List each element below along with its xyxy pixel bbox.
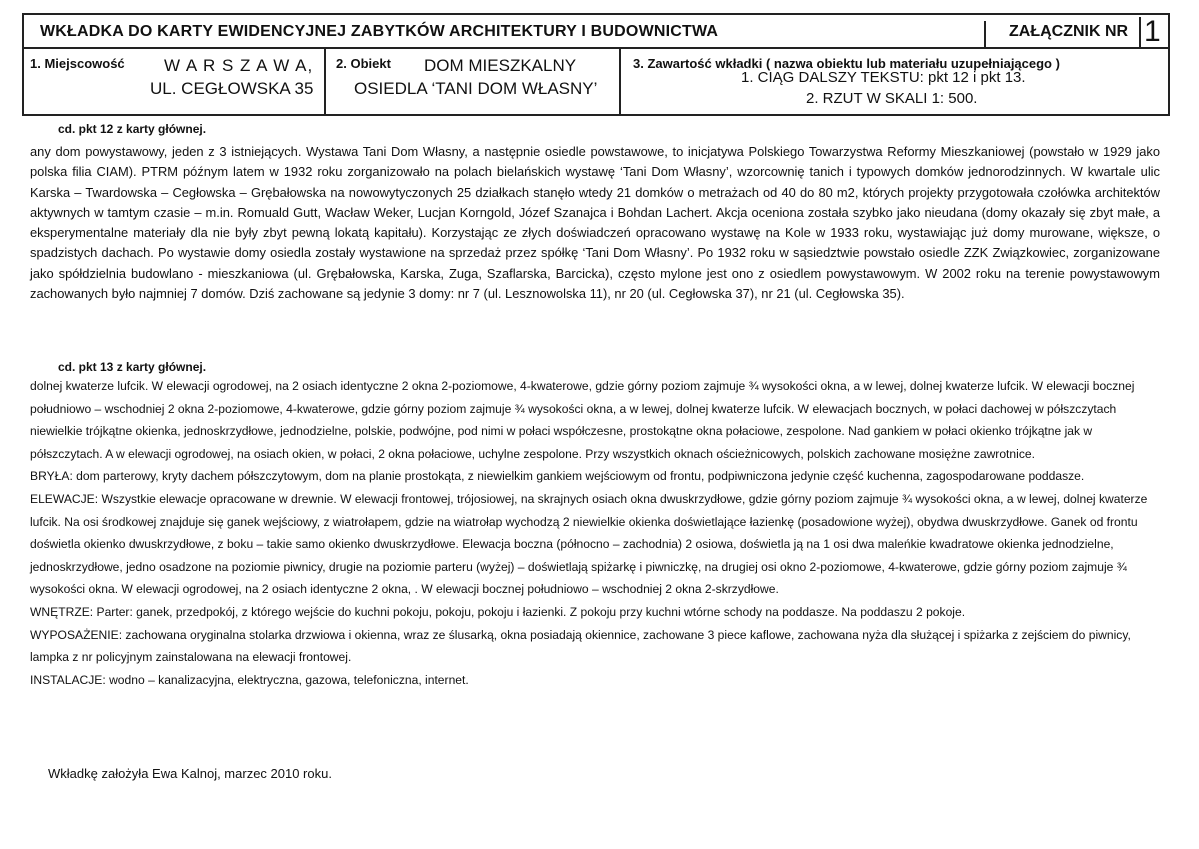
locality-label: 1. Miejscowość [30, 56, 125, 71]
paragraph: dolnej kwaterze lufcik. W elewacji ogrodowej, na 2 osiach identyczne 2 okna 2-poziomowe, 4-kwaterowe, gdzie górny poziom zajmuje ¾ wysokości okna, a w lewej, dolnej kwaterze lufcik. W elewacji bocznej południowo – wschodniej 2 okna 2-poziomowe, 4-kwaterowe, gdzie górny poziom zajmuje ¾ wysokości okna, a w lewej, dolnej kwaterze lufcik. W elewacjach bocznych, w połaci dachowej w półszczytach niewielkie trójkątne okienka, jednoskrzydłowe, jednodzielne, polskie, podwójne, pod nimi w połaci współczesne, prostokątne okna połaciowe, zespolone. Nad gankiem w połaci okienko trójkątne jak w półszczytach. A w elewacji ogrodowej, na osiach okien, w połaci, 2 okna połaciowe, uchylne zespolone. Przy wszystkich oknach ościeżnicowych, polskich zachowane mosiężne zawrotnice. [30, 379, 1135, 461]
header-divider [984, 21, 986, 47]
object-subvalue: OSIEDLA ‘TANI DOM WŁASNY’ [354, 79, 598, 98]
section12-text: any dom powystawowy, jeden z 3 istniejących. Wystawa Tani Dom Własny, a następnie osiedle powstawowe, to inicjatywa Polskiego Towarzystwa Reformy Mieszkaniowej (powstało w 1929 jako polska filia CIAM). PTRM późnym latem w 1932 roku zorganizowało na polach bielańskich wystawę ‘Tani Dom Własny’, wzorcownię tanich i typowych domków jednorodzinnych. W kwartale ulic Karska – Twardowska – Cegłowska – Grębałowska na nowowytyczonych 25 działkach stanęło wtedy 21 domków o metrażach od 40 do 80 m2, których projekty przygotowała czołówka architektów aktywnych w tamtym czasie – m.in. Romuald Gutt, Wacław Weker, Lucjan Korngold, Józef Szanajca i Bohdan Lachert. Akcja oceniona została szybko jako nieudana (domy okazały się zbyt małe, a eksperymentalne materiały dla nie były zbyt pewną lokatą kapitału). Korzystając ze złych doświadczeń opracowano wystawę na Kole w 1933 roku, wystawiając już domy murowane, większe, o spadzistych dachach. Po wystawie domy osiedla zostały wystawione na sprzedaż przez spółkę ‘Tani Dom Własny’. Po 1932 roku w sąsiedztwie powstało osiedle ZZK Związkowiec, zorganizowane jako spółdzielnia budowlano - mieszkaniowa (ul. Grębałowska, Karska, Zuga, Szaflarska, Barcicka), często mylone jest ono z osiedlem powystawowym. W 2002 roku na terenie powystawowym zachowanych było najmniej 7 domów. Dziś zachowane są jedynie 3 domy: nr 7 (ul. Lesznowolska 11), nr 20 (ul. Cegłowska 37), nr 21 (ul. Cegłowska 35). [30, 144, 1160, 302]
document-title: WKŁADKA DO KARTY EWIDENCYJNEJ ZABYTKÓW ARCHITEKTURY I BUDOWNICTWA [40, 23, 719, 40]
object-cell [326, 49, 621, 114]
section13-heading: cd. pkt 13 z karty głównej. [58, 360, 207, 374]
attachment-number: 1 [1144, 15, 1161, 48]
contents-label: 3. Zawartość wkładki ( nazwa obiektu lub materiału uzupełniającego ) [633, 56, 1060, 71]
paragraph: WYPOSAŻENIE: zachowana oryginalna stolarka drzwiowa i okienna, wraz ze ślusarką, okna posiadają okiennice, zachowane 3 piece kaflowe, zachowana nyża dla służącej i spiżarka z zejściem do piwnicy, lampka z nr policyjnym zainstalowana na elewacji frontowej. [30, 627, 1131, 665]
locality-cell [24, 49, 326, 114]
attachment-label: ZAŁĄCZNIK NR [1009, 23, 1129, 40]
info-table [22, 49, 1170, 116]
paragraph: INSTALACJE: wodno – kanalizacyjna, elektryczna, gazowa, telefoniczna, internet. [30, 672, 469, 687]
section12-heading: cd. pkt 12 z karty głównej. [58, 122, 207, 136]
header-divider [1139, 17, 1141, 47]
object-label: 2. Obiekt [336, 56, 391, 71]
header-bar [22, 13, 1170, 49]
paragraph: WNĘTRZE: Parter: ganek, przedpokój, z którego wejście do kuchni pokoju, pokoju, pokoju i łazienki. Z pokoju przy kuchni wtórne schody na poddasze. Na poddaszu 2 pokoje. [30, 604, 966, 619]
contents-item: 2. RZUT W SKALI 1: 500. [806, 90, 978, 107]
object-value: DOM MIESZKALNY [424, 56, 577, 75]
locality-value: W A R S Z A W A, [164, 56, 314, 75]
locality-street: UL. CEGŁOWSKA 35 [150, 79, 314, 98]
footer-note: Wkładkę założyła Ewa Kalnoj, marzec 2010 roku. [48, 766, 332, 781]
contents-cell [621, 49, 1170, 114]
contents-item: 1. CIĄG DALSZY TEKSTU: pkt 12 i pkt 13. [741, 69, 1026, 86]
section13-text [30, 375, 1160, 691]
paragraph: ELEWACJE: Wszystkie elewacje opracowane w drewnie. W elewacji frontowej, trójosiowej, na skrajnych osiach okna dwuskrzydłowe, gdzie górny poziom zajmuje ¾ wysokości okna, a w lewej, dolnej kwaterze lufcik. Na osi środkowej znajduje się ganek wejściowy, z wiatrołapem, gdzie na wiatrołap wychodzą 2 niewielkie okienka doświetlające łazienkę (posadowione wyżej), obydwa dwuskrzydłowe. Ganek od frontu doświetla okienko dwuskrzydłowe, z boku – takie samo okienko dwuskrzydłowe. Elewacja boczna (północno – zachodnia) 2 osiowa, doświetla ją na 1 osi dwa maleńkie kwadratowe okienka jednodzielne, jednoskrzydłowe, jedno osadzone na poziomie piwnicy, drugie na poziomie parteru (wyżej) – doświetlają spiżarkę i piwniczkę, na drugiej osi okno 2-poziomowe, 4-kwaterowe, gdzie górny poziom zajmuje ¾ wysokości okna. W elewacji ogrodowej, na 2 osiach identyczne 2 okna, . W elewacji bocznej południowo – wschodniej 2 okna 2-skrzydłowe. [30, 491, 1148, 597]
paragraph: BRYŁA: dom parterowy, kryty dachem półszczytowym, dom na planie prostokąta, z niewielkim gankiem wejściowym od frontu, podpiwniczona jedynie część kuchenna, zagospodarowane poddasze. [30, 469, 1085, 484]
